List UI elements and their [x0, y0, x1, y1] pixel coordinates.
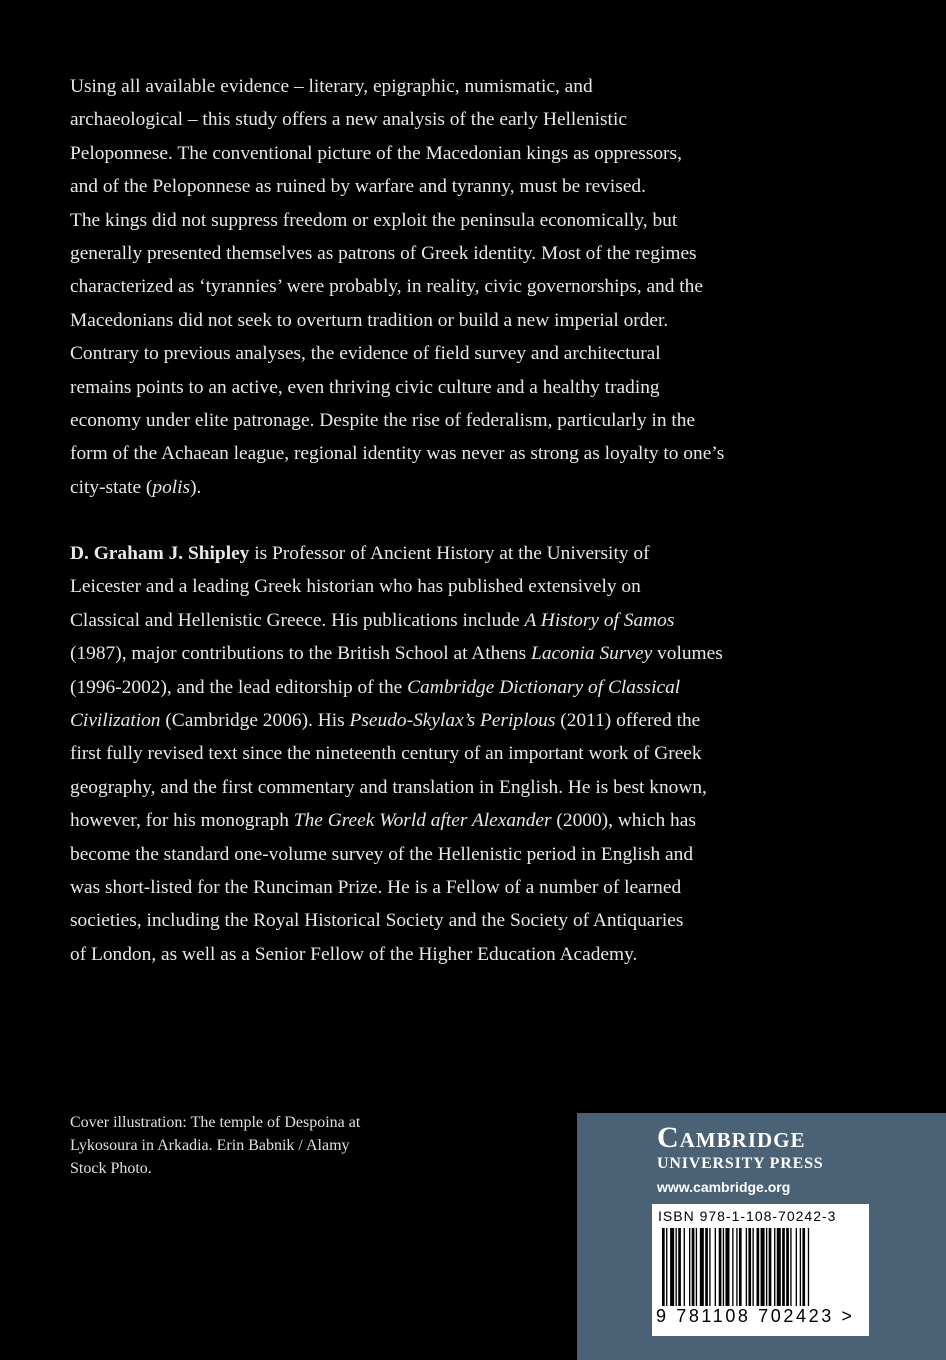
bio-text: (2011) offered the — [555, 710, 701, 732]
barcode-bar — [732, 1228, 733, 1306]
barcode-bar — [709, 1228, 710, 1306]
blurb-line: remains points to an active, even thriving civic culture and a healthy trading — [70, 376, 660, 398]
barcode-bar — [746, 1228, 747, 1306]
barcode-bar — [786, 1228, 789, 1306]
bio-line — [70, 804, 790, 837]
barcode-bar — [719, 1228, 722, 1306]
bio-line: first fully revised text since the nineteenth century of an important work of Greek — [70, 743, 702, 765]
bio-text: (1996-2002), and the lead editorship of the — [70, 676, 408, 698]
publisher-subtitle: UNIVERSITY PRESS — [657, 1155, 824, 1172]
bio-text: (1987), major contributions to the British School at Athens — [70, 643, 532, 665]
barcode-bar — [736, 1228, 737, 1306]
bio-text: (2000), which has — [551, 810, 696, 832]
barcode-bar — [774, 1228, 775, 1306]
blurb-line: Contrary to previous analyses, the evidence of field survey and architectural — [70, 343, 661, 365]
blurb-text: city-state ( — [70, 476, 153, 498]
barcode-icon — [658, 1228, 863, 1306]
barcode-bar — [800, 1228, 801, 1306]
book-title: Cambridge Dictionary of Classical — [407, 676, 681, 698]
blurb-line: characterized as ‘tyrannies’ were probably, in reality, civic governorships, and the — [70, 276, 703, 298]
barcode-digits: 9 781108 702423 > — [656, 1306, 855, 1326]
barcode-bar — [766, 1228, 767, 1306]
publisher-url: www.cambridge.org — [657, 1179, 791, 1195]
blurb-line: Macedonians did not seek to overturn tradition or build a new imperial order. — [70, 309, 669, 331]
barcode-bar — [796, 1228, 797, 1306]
blurb-text: ). — [190, 476, 202, 498]
barcode-bar — [752, 1228, 753, 1306]
blurb-line: generally presented themselves as patrons of Greek identity. Most of the regimes — [70, 243, 697, 265]
blurb-line: Peloponnese. The conventional picture of the Macedonian kings as oppressors, — [70, 142, 682, 164]
barcode-bar — [725, 1228, 729, 1306]
author-bio — [70, 537, 790, 971]
barcode-bar — [666, 1228, 667, 1306]
blurb-paragraph — [70, 70, 790, 504]
barcode-bar — [723, 1228, 724, 1306]
blurb-line: economy under elite patronage. Despite the rise of federalism, particularly in the — [70, 410, 696, 432]
barcode-bar — [670, 1228, 674, 1306]
blurb-line: and of the Peloponnese as ruined by warfare and tyranny, must be revised. — [70, 176, 646, 198]
barcode-bar — [662, 1228, 665, 1306]
barcode-bar — [808, 1228, 809, 1306]
barcode-bar — [739, 1228, 742, 1306]
bio-line: Leicester and a leading Greek historian who has published extensively on — [70, 576, 641, 598]
bio-text: Classical and Hellenistic Greece. His publications include — [70, 609, 525, 631]
bio-line — [70, 537, 790, 570]
bio-line: was short-listed for the Runciman Prize. He is a Fellow of a number of learned — [70, 877, 682, 899]
bio-line — [70, 704, 790, 737]
author-name: D. Graham J. Shipley — [70, 543, 250, 564]
book-title: The Greek World after Alexander — [293, 810, 552, 832]
barcode-bar — [700, 1228, 704, 1306]
isbn-label: ISBN 978-1-108-70242-3 — [658, 1208, 837, 1224]
barcode-bar — [705, 1228, 708, 1306]
barcode-bar — [748, 1228, 751, 1306]
barcode-bar — [782, 1228, 785, 1306]
barcode-bar — [715, 1228, 716, 1306]
barcode-bar — [676, 1228, 677, 1306]
caption-line: Lykosoura in Arkadia. Erin Babnik / Alamy — [70, 1137, 350, 1154]
blurb-line: Using all available evidence – literary, epigraphic, numismatic, and — [70, 76, 593, 97]
bio-line: of London, as well as a Senior Fellow of the Higher Education Academy. — [70, 943, 638, 965]
bio-line: become the standard one-volume survey of the Hellenistic period in English and — [70, 843, 694, 865]
book-title: Civilization — [70, 710, 161, 732]
bio-line: geography, and the first commentary and translation in English. He is best known, — [70, 776, 707, 798]
book-title: Pseudo-Skylax’s Periplous — [349, 710, 556, 732]
barcode-bar — [790, 1228, 791, 1306]
barcode-bar — [696, 1228, 697, 1306]
blurb-line: archaeological – this study offers a new analysis of the early Hellenistic — [70, 109, 627, 131]
bio-text: volumes — [652, 643, 723, 665]
cover-illustration-credit — [70, 1111, 410, 1180]
caption-line: Stock Photo. — [70, 1160, 152, 1177]
blurb-line: form of the Achaean league, regional identity was never as strong as loyalty to one’s — [70, 443, 725, 465]
barcode-bar — [689, 1228, 690, 1306]
barcode-bar — [678, 1228, 681, 1306]
barcode-bar — [802, 1228, 805, 1306]
barcode-bar — [777, 1228, 781, 1306]
polis-italic: polis — [152, 476, 191, 498]
bio-line — [70, 637, 790, 670]
bio-text: (Cambridge 2006). His — [160, 710, 350, 732]
book-title: A History of Samos — [524, 609, 675, 631]
blurb-line: The kings did not suppress freedom or exploit the peninsula economically, but — [70, 209, 678, 231]
bio-line: societies, including the Royal Historical Society and the Society of Antiquaries — [70, 910, 684, 932]
bio-line — [70, 671, 790, 704]
publisher-name: Cambridge — [657, 1121, 806, 1154]
blurb-line — [70, 471, 790, 504]
book-title: Laconia Survey — [531, 643, 653, 665]
bio-text: however, for his monograph — [70, 810, 294, 832]
barcode-bar — [761, 1228, 765, 1306]
bio-text: is Professor of Ancient History at the University of — [249, 543, 650, 564]
barcode-bar — [769, 1228, 772, 1306]
barcode-panel — [652, 1204, 869, 1336]
publisher-panel — [577, 1113, 946, 1360]
caption-line: Cover illustration: The temple of Despoina at — [70, 1114, 361, 1131]
bio-line — [70, 604, 790, 637]
barcode-bar — [757, 1228, 760, 1306]
barcode-bar — [684, 1228, 685, 1306]
barcode-bar — [692, 1228, 695, 1306]
